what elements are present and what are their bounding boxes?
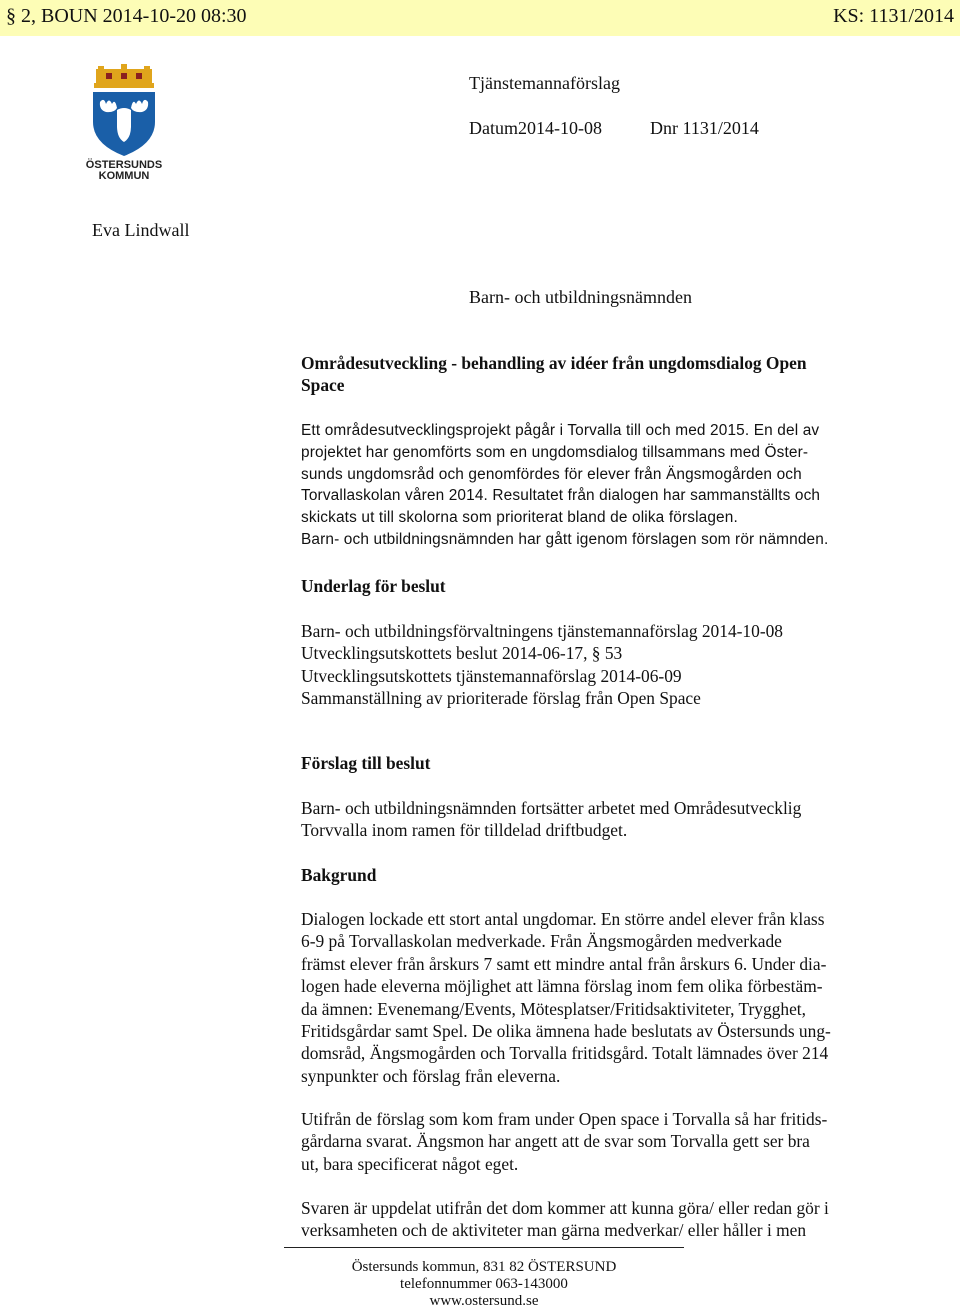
author-name: Eva Lindwall	[92, 220, 190, 240]
text-line: främst elever från årskurs 7 samt ett mindre antal från årskurs 6. Under dia-	[301, 953, 827, 974]
document-date: Datum2014-10-08	[469, 118, 602, 138]
footer-website: www.ostersund.se	[429, 1293, 539, 1309]
list-item: Sammanställning av prioriterade förslag från Open Space	[301, 688, 701, 709]
bakgrund-paragraph-3	[301, 1197, 901, 1242]
text-line: Torvvalla inom ramen för tilldelad driftbudget.	[301, 820, 628, 841]
text-line: 6-9 på Torvallaskolan medverkade. Från Ängsmogården medverkade	[301, 931, 782, 952]
text-line: Ett områdesutvecklingsprojekt pågår i Torvalla till och med 2015. En del av	[301, 422, 820, 439]
underlag-heading: Underlag för beslut	[301, 576, 446, 596]
agenda-reference-banner	[0, 0, 960, 36]
text-line: verksamheten och de aktiviteter man gärna medverkar/ eller håller i men	[301, 1220, 807, 1241]
logo-wordmark-line1: ÖSTERSUNDS	[85, 159, 163, 171]
recipient-board: Barn- och utbildningsnämnden	[469, 287, 692, 307]
forslag-heading: Förslag till beslut	[301, 753, 431, 773]
page-footer	[284, 1259, 684, 1310]
summary-paragraph	[301, 420, 901, 551]
footer-address: Östersunds kommun, 831 82 ÖSTERSUND	[351, 1259, 617, 1275]
agenda-item-label: § 2, BOUN 2014-10-20 08:30	[6, 5, 247, 27]
bakgrund-paragraph-1	[301, 908, 901, 1087]
text-line: Torvallaskolan våren 2014. Resultatet från dialogen har sammanställts och	[301, 487, 821, 505]
footer-divider	[284, 1247, 684, 1248]
crown-icon	[94, 64, 154, 88]
registration-number: Dnr 1131/2014	[650, 118, 759, 138]
list-item: Barn- och utbildningsförvaltningens tjänstemannaförslag 2014-10-08	[301, 621, 784, 641]
text-line: da ämnen: Evenemang/Events, Mötesplatser/Fritidsaktiviteter, Trygghet,	[301, 998, 806, 1019]
case-number-label: KS: 1131/2014	[833, 5, 954, 27]
text-line: projektet har genomförts som en ungdomsdialog tillsammans med Öster-	[301, 443, 809, 461]
bakgrund-heading: Bakgrund	[301, 865, 377, 885]
text-line: logen hade eleverna möjlighet att lämna förslag inom fem olika förbestäm-	[301, 976, 823, 997]
text-line: sunds ungdomsråd och genomfördes för elever från Ängsmogården och	[301, 465, 802, 483]
footer-phone: telefonnummer 063-143000	[400, 1276, 568, 1292]
municipality-logo	[84, 64, 164, 180]
bakgrund-paragraph-2	[301, 1108, 901, 1175]
text-line: synpunkter och förslag från eleverna.	[301, 1065, 561, 1086]
text-line: domsråd, Ängsmogården och Torvalla fritidsgård. Totalt lämnades över 214	[301, 1043, 829, 1064]
title-line: Områdesutveckling - behandling av idéer från ungdomsdialog Open	[301, 353, 807, 373]
text-line: Fritidsgårdar samt Spel. De olika ämnena hade beslutats av Östersunds ung-	[301, 1021, 831, 1042]
text-line: ut, bara specificerat något eget.	[301, 1153, 519, 1174]
text-line: Barn- och utbildningsnämnden har gått igenom förslagen som rör nämnden.	[301, 530, 829, 548]
underlag-list	[301, 620, 901, 710]
text-line: skickats ut till skolorna som prioriterat bland de olika förslagen.	[301, 509, 738, 527]
text-line: Utifrån de förslag som kom fram under Open space i Torvalla så har fritids-	[301, 1109, 828, 1129]
title-line: Space	[301, 375, 345, 396]
forslag-paragraph	[301, 797, 901, 842]
text-line: Dialogen lockade ett stort antal ungdomar. En större andel elever från klass	[301, 909, 825, 929]
document-type: Tjänstemannaförslag	[469, 73, 620, 93]
text-line: gårdarna svarat. Ängsmon har angett att de svar som Torvalla gett ser bra	[301, 1131, 810, 1152]
document-title	[301, 352, 901, 397]
list-item: Utvecklingsutskottets tjänstemannaförslag 2014-06-09	[301, 665, 682, 686]
text-line: Barn- och utbildningsnämnden fortsätter arbetet med Områdesutvecklig	[301, 798, 802, 818]
logo-wordmark-line2: KOMMUN	[98, 170, 150, 180]
list-item: Utvecklingsutskottets beslut 2014-06-17, § 53	[301, 643, 623, 664]
text-line: Svaren är uppdelat utifrån det dom kommer att kunna göra/ eller redan gör i	[301, 1198, 829, 1218]
